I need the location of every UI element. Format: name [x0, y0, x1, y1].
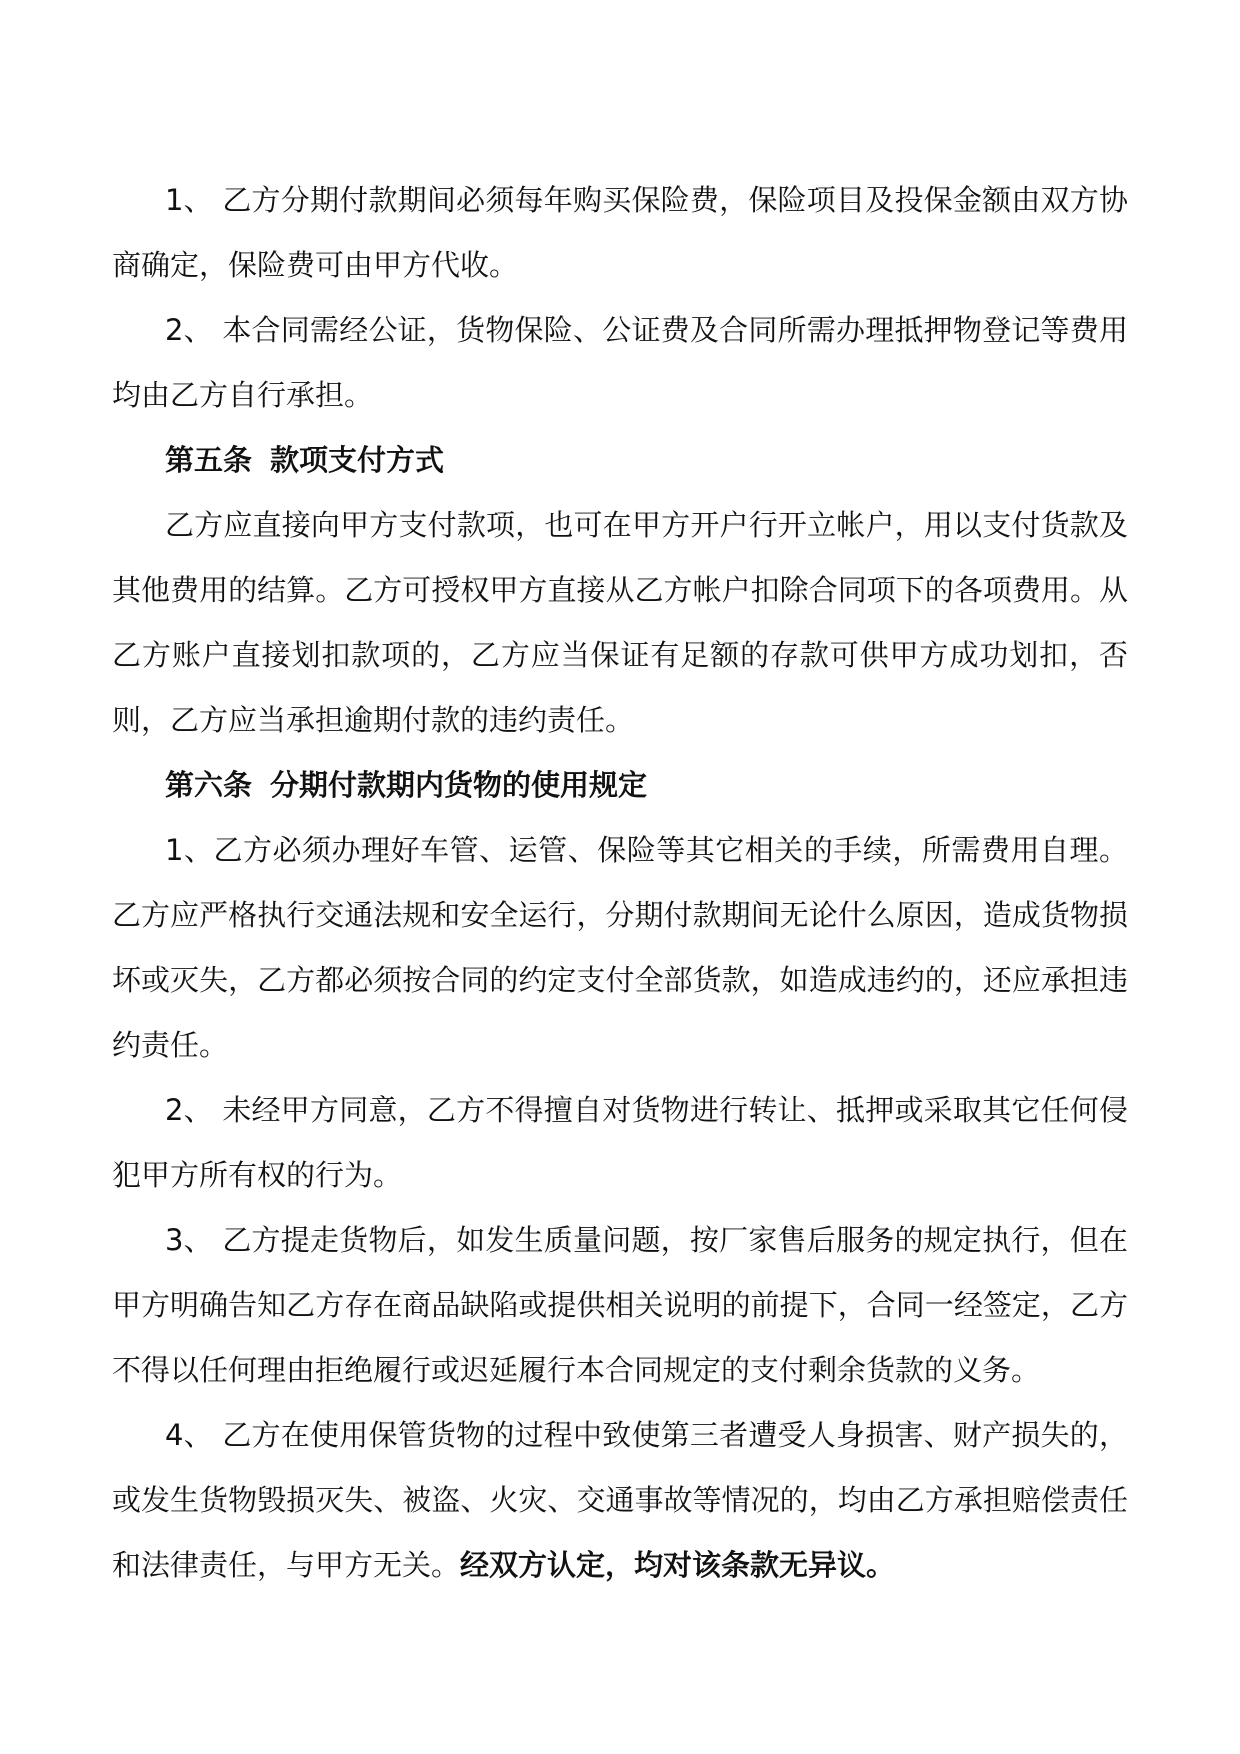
article-6-clause-2: 2、 未经甲方同意，乙方不得擅自对货物进行转让、抵押或采取其它任何侵犯甲方所有权的行为。 — [112, 1093, 1128, 1192]
article-6-clause-1: 1、乙方必须办理好车管、运管、保险等其它相关的手续，所需费用自理。乙方应严格执行交通法规和安全运行，分期付款期间无论什么原因，造成货物损坏或灭失，乙方都必须按合同的约定支付全部货款，如造成违约的，还应承担违约责任。 — [112, 833, 1128, 1062]
article-6-title: 分期付款期内货物的使用规定 — [270, 768, 648, 802]
article-5-title: 款项支付方式 — [270, 443, 445, 477]
article-6-clause-4-text: 4、 乙方在使用保管货物的过程中致使第三者遭受人身损害、财产损失的，或发生货物毁损灭失、被盗、火灾、交通事故等情况的，均由乙方承担赔偿责任和法律责任，与甲方无关。 — [112, 1418, 1128, 1582]
article-6-number: 第六条 — [165, 768, 253, 802]
article-5-number: 第五条 — [165, 443, 253, 477]
article-6-heading — [112, 753, 1128, 818]
clause-insurance: 1、 乙方分期付款期间必须每年购买保险费，保险项目及投保金额由双方协商确定，保险费可由甲方代收。 — [112, 183, 1128, 282]
article-5-heading — [112, 428, 1128, 493]
article-6-clause-4-agreement: 经双方认定，均对该条款无异议。 — [460, 1548, 896, 1582]
clause-notarization: 2、 本合同需经公证，货物保险、公证费及合同所需办理抵押物登记等费用均由乙方自行承担。 — [112, 313, 1128, 412]
article-6-clause-3: 3、 乙方提走货物后，如发生质量问题，按厂家售后服务的规定执行，但在甲方明确告知乙方存在商品缺陷或提供相关说明的前提下，合同一经签定，乙方不得以任何理由拒绝履行或迟延履行本合同规定的支付剩余货款的义务。 — [112, 1223, 1128, 1387]
article-5-paragraph: 乙方应直接向甲方支付款项，也可在甲方开户行开立帐户，用以支付货款及其他费用的结算。乙方可授权甲方直接从乙方帐户扣除合同项下的各项费用。从乙方账户直接划扣款项的，乙方应当保证有足额的存款可供甲方成功划扣，否则，乙方应当承担逾期付款的违约责任。 — [112, 508, 1128, 737]
article-6-clause-4 — [112, 1403, 1128, 1598]
document-body — [112, 168, 1128, 1598]
